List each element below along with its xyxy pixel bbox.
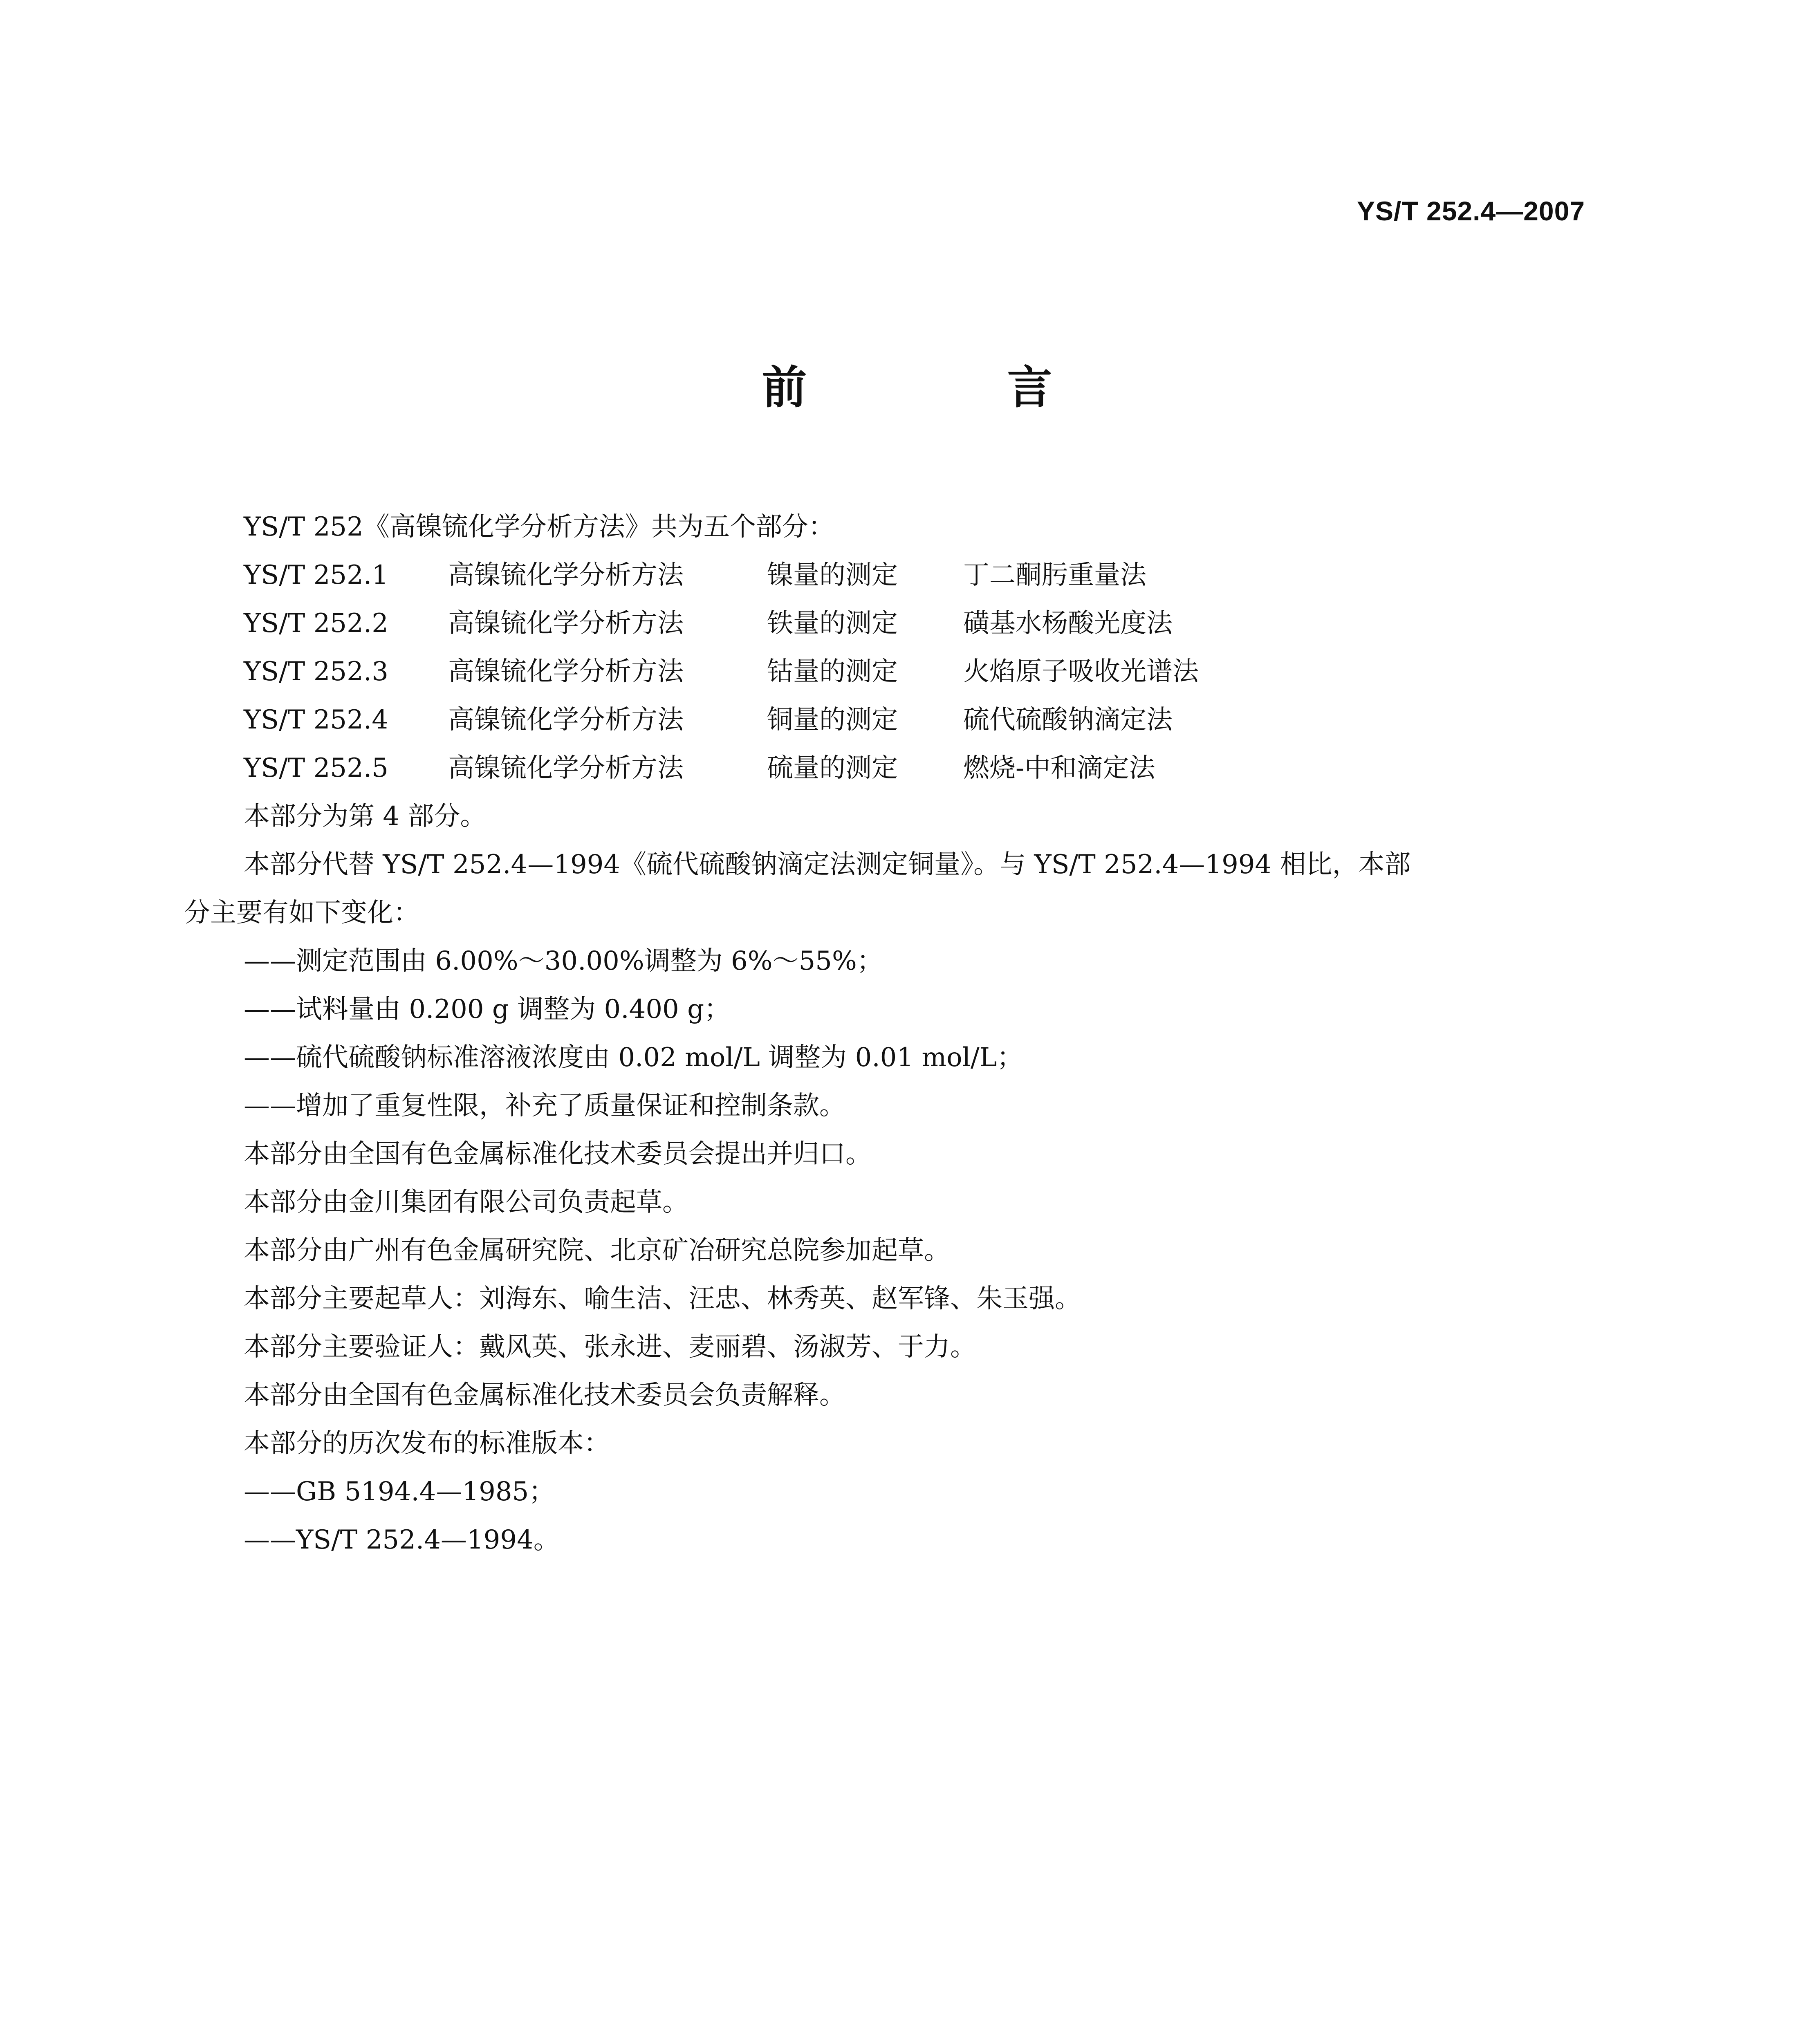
statement: 本部分的历次发布的标准版本： <box>244 1428 610 1459</box>
part-name: 高镍锍化学分析方法 <box>448 705 684 735</box>
list-item <box>244 744 1199 792</box>
part-statement: 本部分为第 4 部分。 <box>244 801 487 831</box>
statement: 本部分由全国有色金属标准化技术委员会提出并归口。 <box>244 1139 872 1169</box>
list-item <box>244 551 1199 599</box>
statement: 本部分由全国有色金属标准化技术委员会负责解释。 <box>244 1380 845 1410</box>
statement: 本部分主要验证人：戴风英、张永进、麦丽碧、汤淑芳、于力。 <box>244 1332 976 1362</box>
part-item: 镍量的测定 <box>767 560 898 590</box>
version-item: ——GB 5194.4—1985； <box>244 1477 555 1507</box>
list-item <box>244 599 1199 648</box>
part-item: 铁量的测定 <box>767 608 898 639</box>
part-item: 钴量的测定 <box>767 657 898 687</box>
part-item: 硫量的测定 <box>767 753 898 783</box>
part-code: YS/T 252.2 <box>244 608 388 639</box>
part-name: 高镍锍化学分析方法 <box>448 560 684 590</box>
statement: 本部分主要起草人：刘海东、喻生洁、汪忠、林秀英、赵军锋、朱玉强。 <box>244 1284 1081 1314</box>
statement: 本部分由广州有色金属研究院、北京矿冶研究总院参加起草。 <box>244 1235 950 1266</box>
part-code: YS/T 252.5 <box>244 753 388 783</box>
part-name: 高镍锍化学分析方法 <box>448 608 684 639</box>
part-name: 高镍锍化学分析方法 <box>448 753 684 783</box>
list-item <box>244 696 1199 744</box>
part-code: YS/T 252.3 <box>244 657 388 687</box>
part-name: 高镍锍化学分析方法 <box>448 657 684 687</box>
part-item: 铜量的测定 <box>767 705 898 735</box>
replace-paragraph-line: 分主要有如下变化： <box>184 898 419 928</box>
part-method: 燃烧-中和滴定法 <box>963 753 1155 783</box>
intro-paragraph: YS/T 252《高镍锍化学分析方法》共为五个部分： <box>244 512 834 542</box>
part-method: 火焰原子吸收光谱法 <box>963 657 1199 687</box>
parts-list <box>244 551 1199 792</box>
statement: 本部分由金川集团有限公司负责起草。 <box>244 1187 688 1217</box>
list-item <box>244 648 1199 696</box>
change-item: ——增加了重复性限，补充了质量保证和控制条款。 <box>244 1091 845 1121</box>
version-item: ——YS/T 252.4—1994。 <box>244 1525 560 1555</box>
page-title: 前 言 <box>762 361 1130 414</box>
part-code: YS/T 252.4 <box>244 705 388 735</box>
part-method: 丁二酮肟重量法 <box>963 560 1146 590</box>
part-method: 磺基水杨酸光度法 <box>963 608 1173 639</box>
part-code: YS/T 252.1 <box>244 560 388 590</box>
change-item: ——测定范围由 6.00%～30.00%调整为 6%～55%； <box>244 946 883 976</box>
change-item: ——试料量由 0.200 g 调整为 0.400 g； <box>244 994 731 1024</box>
change-item: ——硫代硫酸钠标准溶液浓度由 0.02 mol/L 调整为 0.01 mol/L； <box>244 1042 1023 1073</box>
part-method: 硫代硫酸钠滴定法 <box>963 705 1173 735</box>
replace-paragraph-line: 本部分代替 YS/T 252.4—1994《硫代硫酸钠滴定法测定铜量》。与 YS/T 252.4—1994 相比，本部 <box>244 849 1411 880</box>
document-body <box>184 503 1590 1564</box>
standard-code: YS/T 252.4—2007 <box>1357 196 1585 226</box>
